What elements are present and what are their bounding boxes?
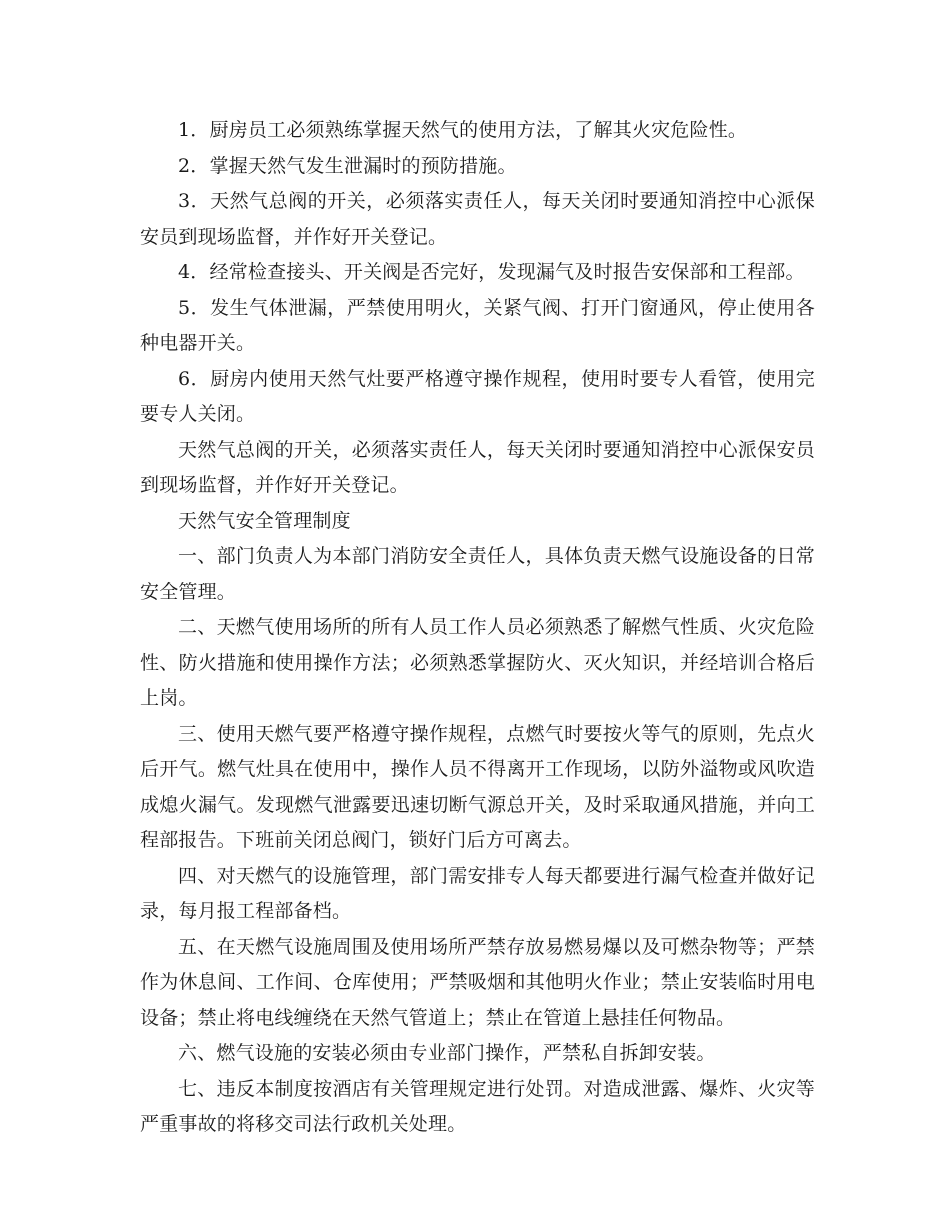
paragraph-7: 天然气总阀的开关，必须落实责任人，每天关闭时要通知消控中心派保安员到现场监督，并作好开关登记。 bbox=[140, 438, 815, 496]
paragraph-5: 5．发生气体泄漏，严禁使用明火，关紧气阀、打开门窗通风，停止使用各种电器开关。 bbox=[140, 296, 815, 354]
rule-6: 六、燃气设施的安装必须由专业部门操作，严禁私自拆卸安装。 bbox=[178, 1042, 716, 1064]
rule-2: 二、天燃气使用场所的所有人员工作人员必须熟悉了解燃气性质、火灾危险性、防火措施和使用操作方法；必须熟悉掌握防火、灭火知识，并经培训合格后上岗。 bbox=[140, 616, 815, 709]
paragraph-2: 2．掌握天然气发生泄漏时的预防措施。 bbox=[178, 154, 517, 177]
rule-4: 四、对天燃气的设施管理，部门需安排专人每天都要进行漏气检查并做好记录，每月报工程部备档。 bbox=[140, 864, 815, 922]
paragraph-6: 6．厨房内使用天然气灶要严格遵守操作规程，使用时要专人看管，使用完要专人关闭。 bbox=[140, 367, 815, 425]
rule-5: 五、在天燃气设施周围及使用场所严禁存放易燃易爆以及可燃杂物等；严禁作为休息间、工作间、仓库使用；严禁吸烟和其他明火作业；禁止安装临时用电设备；禁止将电线缠绕在天然气管道上；禁止在管道上悬挂任何物品。 bbox=[140, 935, 815, 1029]
paragraph-1: 1．厨房员工必须熟练掌握天然气的使用方法，了解其火灾危险性。 bbox=[178, 119, 748, 141]
paragraph-4: 4．经常检查接头、开关阀是否完好，发现漏气及时报告安保部和工程部。 bbox=[178, 261, 805, 283]
section-heading: 天然气安全管理制度 bbox=[178, 509, 351, 532]
document-body bbox=[140, 113, 815, 1143]
rule-3: 三、使用天燃气要严格遵守操作规程，点燃气时要按火等气的原则，先点火后开气。燃气灶具在使用中，操作人员不得离开工作现场，以防外溢物或风吹造成熄火漏气。发现燃气泄露要迅速切断气源总开关，及时采取通风措施，并向工程部报告。下班前关闭总阀门，锁好门后方可离去。 bbox=[140, 722, 815, 851]
paragraph-3: 3．天然气总阀的开关，必须落实责任人，每天关闭时要通知消控中心派保安员到现场监督，并作好开关登记。 bbox=[140, 190, 815, 248]
rule-7: 七、违反本制度按酒店有关管理规定进行处罚。对造成泄露、爆炸、火灾等严重事故的将移交司法行政机关处理。 bbox=[140, 1077, 815, 1135]
rule-1: 一、部门负责人为本部门消防安全责任人，具体负责天燃气设施设备的日常安全管理。 bbox=[140, 545, 815, 603]
